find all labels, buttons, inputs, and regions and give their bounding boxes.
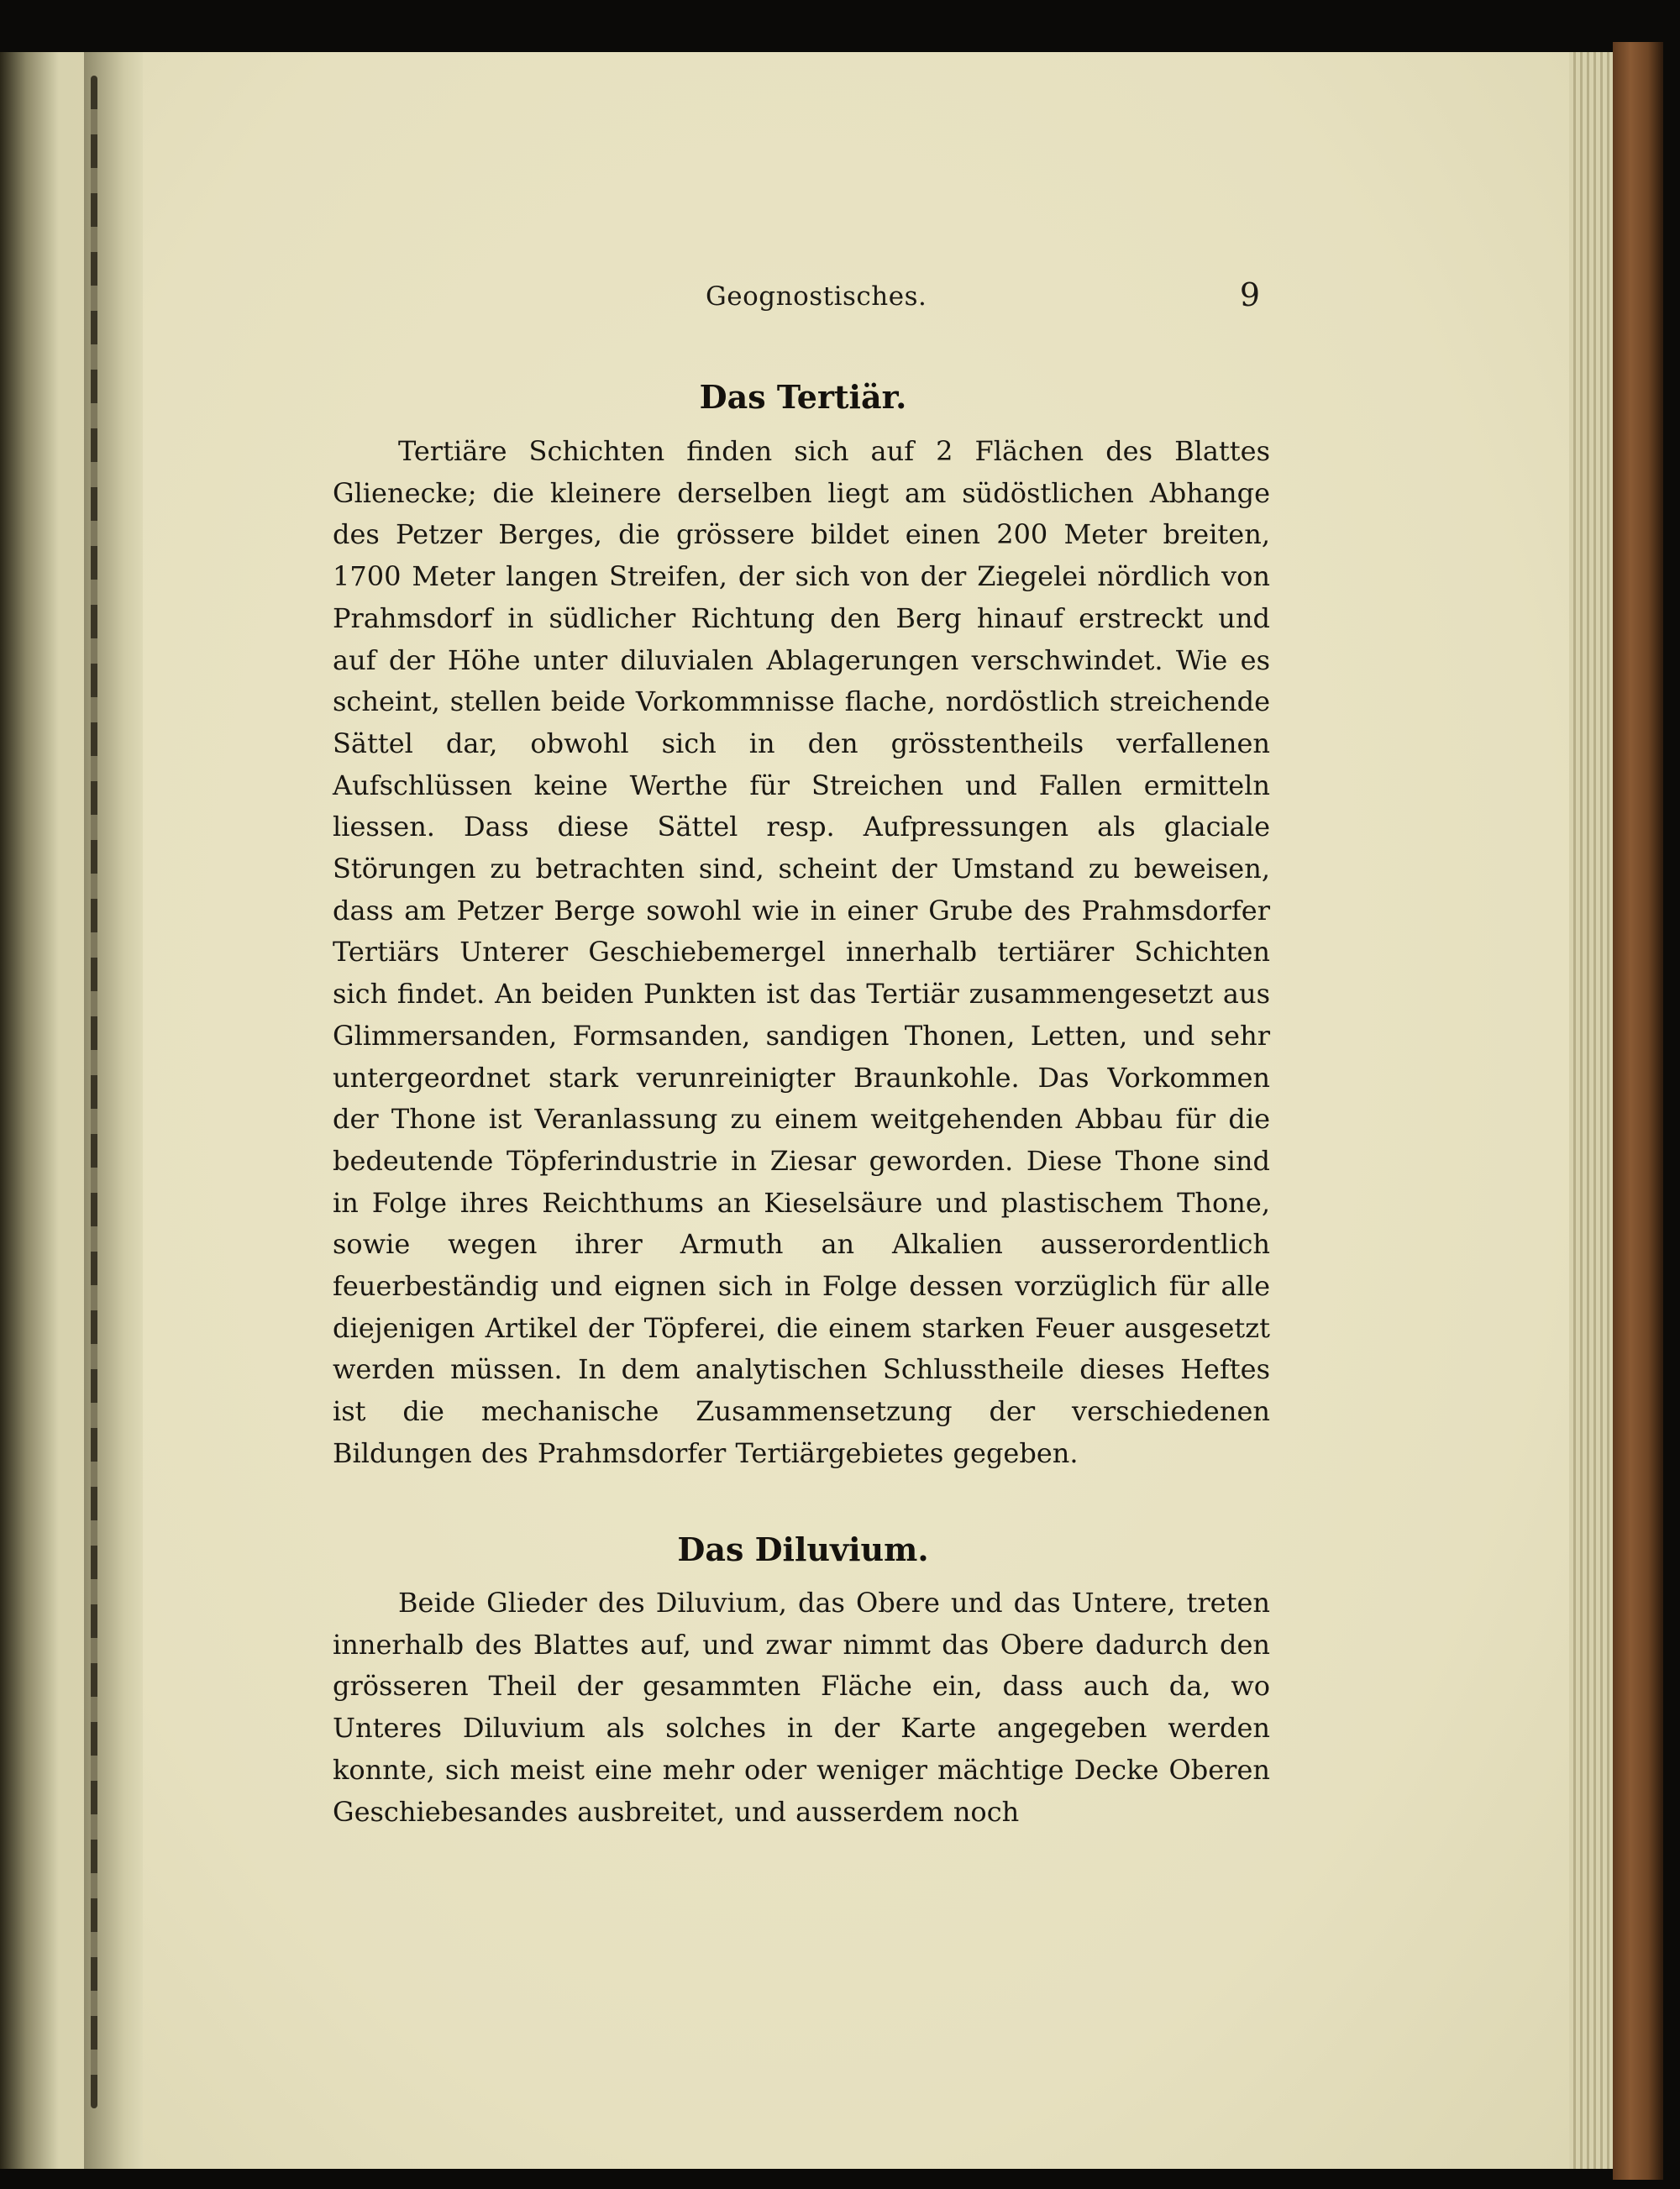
section-heading-diluvium: Das Diluvium. xyxy=(677,1530,929,1568)
binding-stitch xyxy=(91,76,97,2108)
page-header xyxy=(336,276,1270,322)
paragraph-diluvium: Beide Glieder des Diluvium, das Obere und das Untere, treten innerhalb des Blattes auf, und zwar nimmt das Obere dadurch den grösseren Theil der gesammten Fläche ein, dass auch da, wo Unteres Diluvium als solches in der Karte angegeben werden konnte, sich meist eine mehr oder weniger mächtige Decke Oberen Geschiebesandes ausbreitet, und ausserdem noch xyxy=(333,1587,1270,1828)
section-heading-tertiaer: Das Tertiär. xyxy=(699,378,907,416)
page-stack-edge xyxy=(1569,52,1620,2169)
paragraph-tertiaer: Tertiäre Schichten finden sich auf 2 Flächen des Blattes Glienecke; die kleinere derselben liegt am südöstlichen Abhange des Petzer Berges, die grössere bildet einen 200 Meter breiten, 1700 Meter langen Streifen, der sich von der Ziegelei nördlich von Prahmsdorf in südlicher Richtung den Berg hinauf erstreckt und auf der Höhe unter diluvialen Ablagerungen verschwindet. Wie es scheint, stellen beide Vorkommnisse flache, nordöstlich streichende Sättel dar, obwohl sich in den grösstentheils verfallenen Aufschlüssen keine Werthe für Streichen und Fallen ermitteln liessen. Dass diese Sättel resp. Aufpressungen als glaciale Störungen zu betrachten sind, scheint der Umstand zu beweisen, dass am Petzer Berge sowohl wie in einer Grube des Prahmsdorfer Tertiärs Unterer Geschiebemergel innerhalb tertiärer Schichten sich findet. An beiden Punkten ist das Tertiär zusammengesetzt aus Glimmersanden, Formsanden, sandigen Thonen, Letten, und sehr untergeordnet stark verunreinigter Braunkohle. Das Vorkommen der Thone ist Veranlassung zu einem weitgehenden Abbau für die bedeutende Töpferindustrie in Ziesar geworden. Diese Thone sind in Folge ihres Reichthums an Kieselsäure und plastischem Thone, sowie wegen ihrer Armuth an Alkalien ausserordentlich feuerbeständig und eignen sich in Folge dessen vorzüglich für alle diejenigen Artikel der Töpferei, die einem starken Feuer ausgesetzt werden müssen. In dem analytischen Schlusstheile dieses Heftes ist die mechanische Zusammensetzung der verschiedenen Bildungen des Prahmsdorfer Tertiärgebietes gegeben. xyxy=(333,435,1270,1469)
book-cover-edge xyxy=(1613,42,1663,2180)
page-number: 9 xyxy=(1239,276,1260,313)
running-head: Geognostisches. xyxy=(706,281,927,312)
